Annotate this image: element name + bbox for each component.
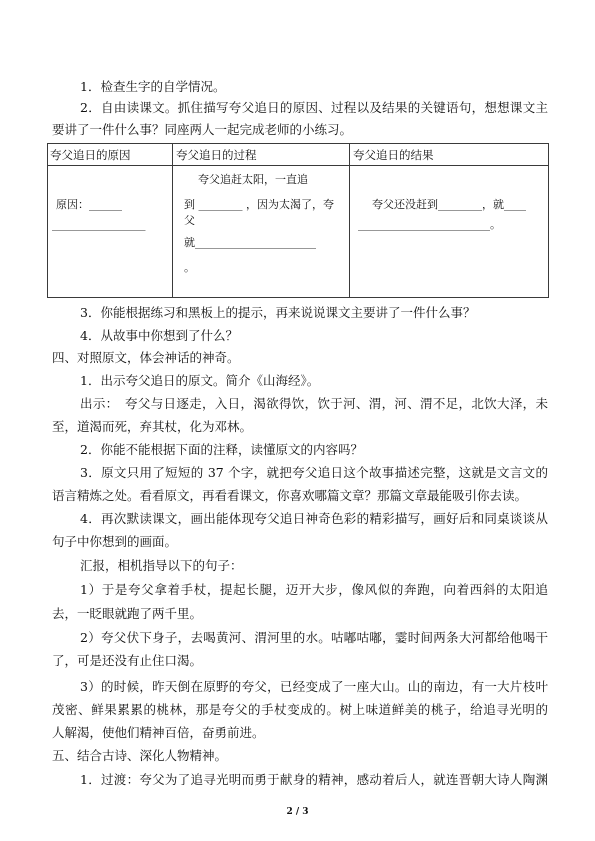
paragraph-line: 3．原文只用了短短的 37 个字，就把夸父追日这个故事描述完整，这就是文言文的	[80, 465, 548, 480]
section-heading: 五、结合古诗、深化人物精神。	[52, 748, 228, 763]
paragraph-line: 1．过渡：夸父为了追寻光明而勇于献身的精神，感动着后人，就连晋朝大诗人陶渊	[80, 772, 548, 787]
table-header-cause: 夸父追日的原因	[50, 148, 131, 162]
cause-cell-line: 原因：______	[56, 198, 122, 211]
paragraph-line: 1．出示夸父追日的原文。简介《山海经》。	[80, 373, 320, 388]
paragraph-line: 了，可是还没有止住口渴。	[52, 653, 203, 668]
result-cell-line: 夸父还没赶到________，就____	[372, 198, 526, 211]
paragraph-line: 2．你能不能根据下面的注释，读懂原文的内容吗？	[80, 442, 363, 457]
paragraph-line: 3．你能根据练习和黑板上的提示，再来说说课文主要讲了一件什么事？	[80, 305, 476, 320]
paragraph-line: 汇报，相机指导以下的句子：	[80, 558, 243, 573]
process-cell-line: 就______________________	[184, 236, 316, 249]
paragraph-line: 2）夸父伏下身子，去喝黄河、渭河里的水。咕嘟咕嘟，霎时间两条大河都给他喝干	[80, 630, 548, 645]
process-cell-line: 夸父追赶太阳，一直追	[198, 173, 308, 186]
table-column-divider	[172, 144, 173, 297]
table-header-divider	[48, 165, 548, 166]
process-cell-line: 到 ________ ，因为太渴了，夸	[184, 198, 334, 211]
page-number: 2 / 3	[286, 807, 309, 817]
table-header-process: 夸父追日的过程	[176, 148, 257, 162]
paragraph-line: 句子中你想到的画面。	[52, 534, 178, 549]
table-header-result: 夸父追日的结果	[353, 148, 434, 162]
section-heading: 四、对照原文，体会神话的神奇。	[52, 350, 240, 365]
paragraph-line: 语言精炼之处。看看原文，再看看课文，你喜欢哪篇文章？那篇文章最能吸引你去读。	[52, 488, 528, 503]
paragraph-line: 要讲了一件什么事？同座两人一起完成老师的小练习。	[52, 122, 353, 137]
paragraph-line: 1．检查生字的自学情况。	[80, 79, 226, 94]
paragraph-line: 茂密、鲜果累累的桃林，那是夸父的手杖变成的。树上味道鲜美的桃子，给追寻光明的	[52, 702, 548, 717]
paragraph-line: 2．自由读课文。抓住描写夸父追日的原因、过程以及结果的关键语句，想想课文主	[80, 100, 548, 115]
paragraph-line: 3）的时候，昨天倒在原野的夸父，已经变成了一座大山。山的南边，有一大片枝叶	[80, 679, 548, 694]
result-cell-line: ________________________。	[358, 218, 501, 231]
table-column-divider	[349, 144, 350, 297]
paragraph-line: 出示： 夸父与日逐走，入日，渴欲得饮，饮于河、渭，河、渭不足，北饮大泽，未	[80, 396, 548, 411]
paragraph-line: 4．再次默读课文，画出能体现夸父追日神奇色彩的精彩描写，画好后和同桌谈谈从	[80, 511, 548, 526]
cause-cell-line: _________________	[52, 218, 146, 231]
paragraph-line: 去，一眨眼就跑了两千里。	[52, 606, 203, 621]
paragraph-line: 至，道渴而死，弃其杖，化为邓林。	[52, 419, 253, 434]
paragraph-line: 人解渴，使他们精神百倍，奋勇前进。	[52, 725, 265, 740]
paragraph-line: 4．从故事中你想到了什么？	[80, 328, 238, 343]
process-cell-line: 。	[184, 261, 195, 274]
paragraph-line: 1）于是夸父拿着手杖，提起长腿，迈开大步，像风似的奔跑，向着西斜的太阳追	[80, 582, 548, 597]
process-cell-line: 父	[184, 214, 195, 227]
